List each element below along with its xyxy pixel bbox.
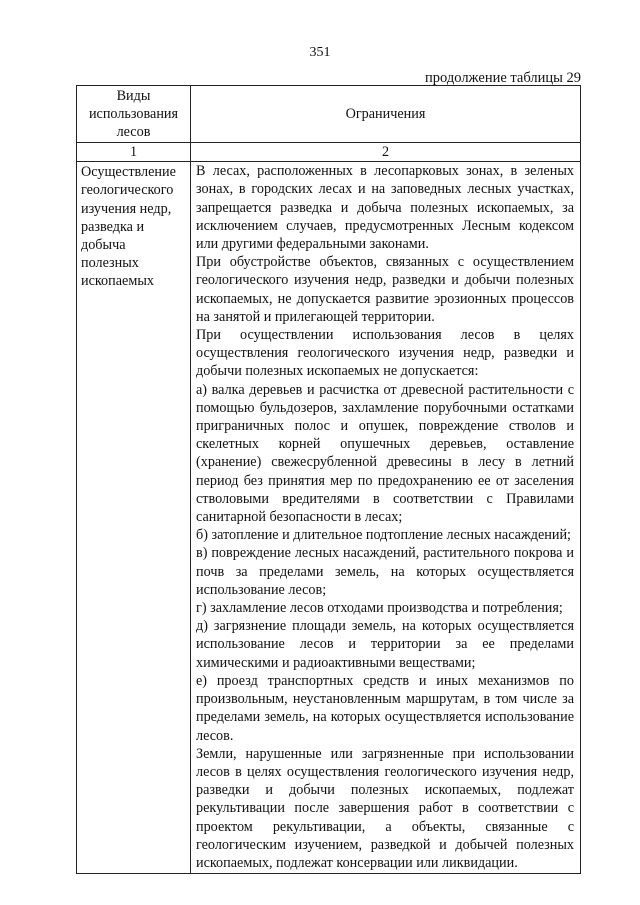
- restriction-paragraph: При осуществлении использования лесов в целях осуществления геологического изучения недр, разведки и добычи полезных ископаемых не допускается:: [196, 327, 574, 380]
- forest-use-type-cell: Осуществление геологического изучения недр, разведка и добыча полезных ископаемых: [77, 162, 191, 874]
- restrictions-table: [76, 85, 581, 874]
- restriction-paragraph: При обустройстве объектов, связанных с осуществлением геологического изучения недр, разведки и добычи полезных ископаемых, не допускается развитие эрозионных процессов на занятой и прилегающей территории.: [196, 254, 574, 325]
- column-number-row: [77, 143, 581, 162]
- table-header-row: [77, 86, 581, 143]
- restriction-item-g: г) захламление лесов отходами производства и потребления;: [196, 600, 563, 617]
- table-row: [77, 162, 581, 874]
- column-number-2: 2: [191, 143, 581, 162]
- page-number: 351: [309, 45, 331, 60]
- restrictions-cell: [191, 162, 581, 874]
- restriction-paragraph: В лесах, расположенных в лесопарковых зонах, в зеленых зонах, в городских лесах и на заповедных лесных участках, запрещается разведка и добыча полезных ископаемых, за исключением случаев, предусмотренных Лесным кодексом или другими федеральными законами.: [196, 163, 574, 253]
- restriction-paragraph: Земли, нарушенные или загрязненные при использовании лесов в целях осуществления геологического изучения недр, разведки и добычи полезных ископаемых, подлежат рекультивации после завершения работ в соответствии с проектом рекультивации, а объекты, связанные с геологическим изучением, разведкой и добычей полезных ископаемых, подлежат консервации или ликвидации.: [196, 745, 574, 871]
- restriction-item-a: а) валка деревьев и расчистка от древесной растительности с помощью бульдозеров, захламление порубочными остатками приграничных полос и опушек, повреждение стволов и скелетных корней опушечных деревьев, оставление (хранение) свежесрубленной древесины в лесу в летний период без принятия мер по предохранению ее от заселения стволовыми вредителями в соответствии с Правилами санитарной безопасности в лесах;: [196, 381, 574, 526]
- table-continuation-label: продолжение таблицы 29: [425, 70, 581, 86]
- restriction-item-v: в) повреждение лесных насаждений, растительного покрова и почв за пределами земель, на которых осуществляется использование лесов;: [196, 545, 574, 598]
- restriction-item-e: е) проезд транспортных средств и иных механизмов по произвольным, неустановленным маршрутам, в том числе за пределами земель, на которых осуществляется использование лесов.: [196, 672, 574, 744]
- column-number-1: 1: [77, 143, 191, 162]
- restriction-item-b: б) затопление и длительное подтопление лесных насаждений;: [196, 527, 571, 544]
- restriction-item-d: д) загрязнение площади земель, на которых осуществляется использование лесов и территории за ее пределами химическими и радиоактивными веществами;: [196, 618, 574, 671]
- header-forest-use-types: Виды использования лесов: [77, 86, 191, 143]
- header-restrictions: Ограничения: [191, 86, 581, 143]
